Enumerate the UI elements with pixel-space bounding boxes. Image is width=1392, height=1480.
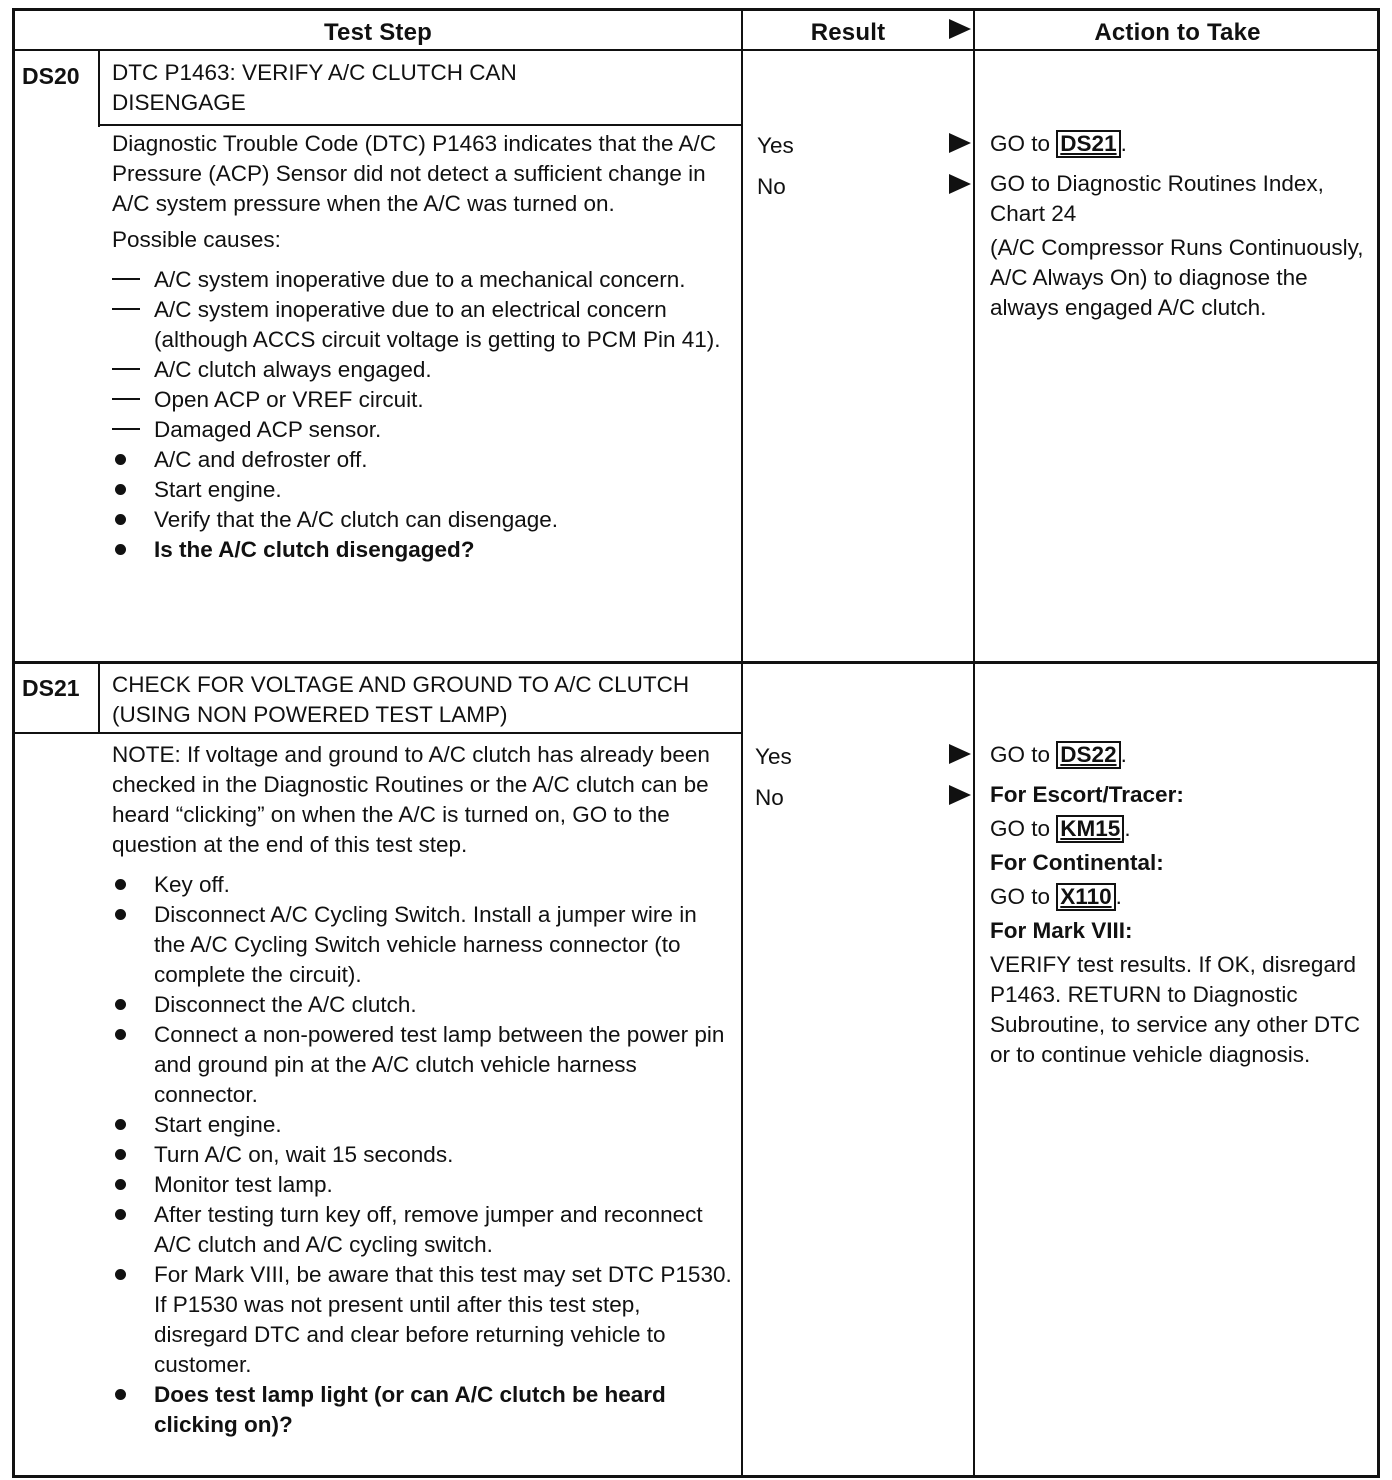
causes-list: [112, 265, 732, 445]
list-item: Verify that the A/C clutch can disengage.: [112, 505, 732, 535]
list-item: A/C system inoperative due to a mechanical concern.: [112, 265, 732, 295]
list-item: Open ACP or VREF circuit.: [112, 385, 732, 415]
step-question: Is the A/C clutch disengaged?: [154, 537, 475, 562]
action-escort: GO to KM15 .: [990, 816, 1131, 841]
procedure-list: [112, 870, 734, 1440]
id-col-divider-2: [98, 663, 100, 734]
list-item: Disconnect the A/C clutch.: [112, 990, 734, 1020]
result-yes-ds20: Yes: [757, 133, 794, 158]
title-rule-ds20: [98, 124, 741, 126]
bullet-icon: [115, 544, 126, 555]
list-item: Start engine.: [112, 475, 732, 505]
arrow-icon: [949, 744, 971, 764]
dash-icon: [112, 428, 140, 430]
dash-icon: [112, 398, 140, 400]
list-item: Damaged ACP sensor.: [112, 415, 732, 445]
action-yes: GO to DS22 .: [990, 742, 1127, 767]
dash-icon: [112, 278, 140, 280]
list-item: [112, 1380, 734, 1440]
step-separator: [15, 661, 1377, 664]
procedure-list: [112, 445, 732, 565]
bullet-icon: [115, 1389, 126, 1400]
list-item: [112, 535, 732, 565]
arrow-icon: [949, 133, 971, 153]
step-body-ds21: [112, 740, 734, 1440]
arrow-icon: [949, 785, 971, 805]
action-mark: VERIFY test results. If OK, disregard P1463. RETURN to Diagnostic Subroutine, to service any other DTC or to continue vehicle diagnosis.: [990, 952, 1361, 1067]
result-no-ds21: No: [755, 785, 784, 810]
bullet-icon: [115, 1119, 126, 1130]
action-ds20: [990, 129, 1370, 327]
list-item: A/C system inoperative due to an electrical concern (although ACCS circuit voltage is getting to PCM Pin 41).: [112, 295, 732, 355]
step-title-ds20: DTC P1463: VERIFY A/C CLUTCH CAN DISENGAGE: [112, 60, 517, 115]
possible-causes-label: Possible causes:: [112, 227, 281, 252]
step-link-ds22[interactable]: DS22: [1056, 741, 1120, 769]
bullet-icon: [115, 484, 126, 495]
bullet-icon: [115, 514, 126, 525]
paragraph: Diagnostic Trouble Code (DTC) P1463 indicates that the A/C Pressure (ACP) Sensor did not detect a sufficient change in A/C system pressure when the A/C was turned on.: [112, 131, 717, 216]
bullet-icon: [115, 454, 126, 465]
bullet-icon: [115, 1149, 126, 1160]
step-note: NOTE: If voltage and ground to A/C clutch has already been checked in the Diagnostic Routines or the A/C clutch can be heard “clicking” on when the A/C is turned on, GO to the question at the end of this test step.: [112, 742, 710, 857]
title-rule-ds21: [15, 732, 741, 734]
step-body-ds20: [112, 129, 732, 565]
list-item: For Mark VIII, be aware that this test may set DTC P1530. If P1530 was not present until after this test step, disregard DTC and clear before returning vehicle to customer.: [112, 1260, 734, 1380]
step-link-ds21[interactable]: DS21: [1056, 130, 1120, 158]
bullet-icon: [115, 1269, 126, 1280]
action-no: GO to Diagnostic Routines Index, Chart 24: [990, 171, 1324, 226]
header-action: Action to Take: [1094, 19, 1261, 46]
arrow-icon: [949, 174, 971, 194]
list-item: A/C clutch always engaged.: [112, 355, 732, 385]
step-title-ds21: CHECK FOR VOLTAGE AND GROUND TO A/C CLUTCH (USING NON POWERED TEST LAMP): [112, 672, 690, 727]
list-item: Disconnect A/C Cycling Switch. Install a jumper wire in the A/C Cycling Switch vehicle harness connector (to complete the circuit).: [112, 900, 734, 990]
escort-label: For Escort/Tracer:: [990, 782, 1184, 807]
col-divider-2: [973, 11, 975, 1475]
id-col-divider: [98, 51, 100, 127]
action-yes: GO to DS21 .: [990, 131, 1127, 156]
step-link-x110[interactable]: X110: [1056, 883, 1115, 911]
mark-label: For Mark VIII:: [990, 918, 1133, 943]
header-arrow-icon: [949, 19, 971, 39]
step-id-ds21: DS21: [22, 675, 80, 701]
bullet-icon: [115, 999, 126, 1010]
dash-icon: [112, 308, 140, 310]
action-ds21: [990, 740, 1375, 1074]
bullet-icon: [115, 1029, 126, 1040]
step-link-km15[interactable]: KM15: [1056, 815, 1124, 843]
list-item: Turn A/C on, wait 15 seconds.: [112, 1140, 734, 1170]
header-rule: [15, 49, 1377, 51]
bullet-icon: [115, 909, 126, 920]
header-test-step: Test Step: [323, 19, 433, 46]
list-item: After testing turn key off, remove jumper and reconnect A/C clutch and A/C cycling switch.: [112, 1200, 734, 1260]
result-no-ds20: No: [757, 174, 786, 199]
list-item: A/C and defroster off.: [112, 445, 732, 475]
continental-label: For Continental:: [990, 850, 1164, 875]
list-item: Start engine.: [112, 1110, 734, 1140]
list-item: Monitor test lamp.: [112, 1170, 734, 1200]
step-id-ds20: DS20: [22, 63, 80, 89]
list-item: Connect a non-powered test lamp between the power pin and ground pin at the A/C clutch vehicle harness connector.: [112, 1020, 734, 1110]
action-continental: GO to X110 .: [990, 884, 1122, 909]
col-divider-1: [741, 11, 743, 1475]
list-item: Key off.: [112, 870, 734, 900]
bullet-icon: [115, 879, 126, 890]
header-result: Result: [810, 19, 886, 46]
bullet-icon: [115, 1209, 126, 1220]
dash-icon: [112, 368, 140, 370]
action-no-note: (A/C Compressor Runs Continuously, A/C Always On) to diagnose the always engaged A/C clutch.: [990, 235, 1364, 320]
result-yes-ds21: Yes: [755, 744, 792, 769]
step-question: Does test lamp light (or can A/C clutch be heard clicking on)?: [154, 1382, 666, 1437]
bullet-icon: [115, 1179, 126, 1190]
diagnostic-table: [12, 8, 1380, 1478]
